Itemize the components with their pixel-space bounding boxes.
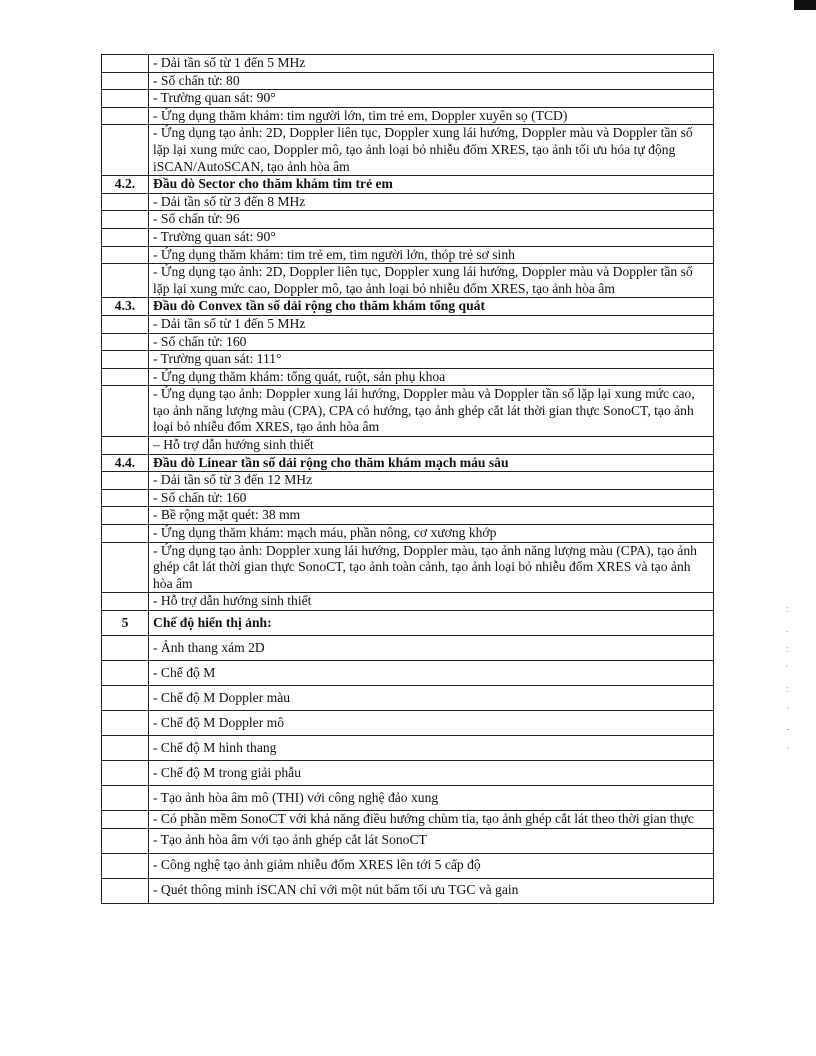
row-number (102, 736, 149, 761)
spec-row (102, 264, 714, 298)
spec-text: - Hỗ trợ dẫn hướng sinh thiết (149, 593, 714, 611)
section-title: Chế độ hiển thị ảnh: (149, 611, 714, 636)
row-number: 5 (102, 611, 149, 636)
spec-row (102, 736, 714, 761)
scan-corner-mark (794, 0, 816, 10)
spec-row (102, 125, 714, 176)
spec-text: - Ứng dụng thăm khám: tim người lớn, tim trẻ em, Doppler xuyên sọ (TCD) (149, 107, 714, 125)
margin-stamp-marks: : . : ' : · - · (786, 604, 790, 755)
spec-text: - Ảnh thang xám 2D (149, 636, 714, 661)
spec-row (102, 333, 714, 351)
row-number (102, 55, 149, 73)
row-number (102, 72, 149, 90)
row-number (102, 386, 149, 437)
section-title: Đầu dò Linear tần số dải rộng cho thăm khám mạch máu sâu (149, 454, 714, 472)
spec-row (102, 351, 714, 369)
row-number (102, 878, 149, 903)
row-number (102, 686, 149, 711)
row-number (102, 368, 149, 386)
spec-row (102, 489, 714, 507)
spec-text: - Ứng dụng tạo ảnh: 2D, Doppler liên tục, Doppler xung lái hướng, Doppler màu và Doppler tần số lặp lại xung mức cao, Doppler mô, tạo ảnh loại bỏ nhiễu đốm XRES, tạo ảnh tối ưu hóa tự động iSCAN/AutoSCAN, tạo ảnh hòa âm (149, 125, 714, 176)
spec-text: - Ứng dụng tạo ảnh: Doppler xung lái hướng, Doppler màu và Doppler tần số lặp lại xung mức cao, tạo ảnh năng lượng màu (CPA), CPA có hướng, tạo ảnh ghép cắt lát thời gian thực SonoCT, tạo ảnh loại bỏ nhiễu đốm XRES, tạo ảnh hòa âm (149, 386, 714, 437)
row-number (102, 489, 149, 507)
spec-text: - Ứng dụng thăm khám: tổng quát, ruột, sản phụ khoa (149, 368, 714, 386)
row-number (102, 246, 149, 264)
row-number (102, 90, 149, 108)
spec-row (102, 507, 714, 525)
section-header-row (102, 611, 714, 636)
row-number (102, 853, 149, 878)
spec-row (102, 853, 714, 878)
row-number (102, 711, 149, 736)
row-number (102, 828, 149, 853)
row-number (102, 636, 149, 661)
spec-text: - Số chấn tử: 96 (149, 211, 714, 229)
spec-row (102, 368, 714, 386)
spec-row (102, 711, 714, 736)
row-number (102, 264, 149, 298)
spec-text: - Chế độ M Doppler mô (149, 711, 714, 736)
spec-text: - Trường quan sát: 90° (149, 228, 714, 246)
spec-text: - Chế độ M Doppler màu (149, 686, 714, 711)
row-number (102, 228, 149, 246)
spec-row (102, 472, 714, 490)
spec-text: - Quét thông minh iSCAN chỉ với một nút bấm tối ưu TGC và gain (149, 878, 714, 903)
spec-text: - Chế độ M trong giải phẫu (149, 761, 714, 786)
spec-text: – Hỗ trợ dẫn hướng sinh thiết (149, 437, 714, 455)
spec-text: - Ứng dụng thăm khám: tim trẻ em, tim người lớn, thóp trẻ sơ sinh (149, 246, 714, 264)
spec-row (102, 211, 714, 229)
row-number (102, 125, 149, 176)
spec-text: - Ứng dụng tạo ảnh: Doppler xung lái hướng, Doppler màu, tạo ảnh năng lượng màu (CPA), tạo ảnh ghép cắt lát thời gian thực SonoCT, tạo ảnh toàn cảnh, tạo ảnh loại bỏ nhiễu đốm XRES và tạo ảnh hòa âm (149, 542, 714, 593)
spec-row (102, 90, 714, 108)
spec-text: - Công nghệ tạo ảnh giảm nhiễu đốm XRES lên tới 5 cấp độ (149, 853, 714, 878)
spec-row (102, 878, 714, 903)
row-number (102, 211, 149, 229)
spec-row (102, 72, 714, 90)
spec-text: - Tạo ảnh hòa âm mô (THI) với công nghệ đảo xung (149, 786, 714, 811)
spec-row (102, 525, 714, 543)
spec-row (102, 228, 714, 246)
spec-text: - Chế độ M hình thang (149, 736, 714, 761)
spec-text: - Số chấn tử: 160 (149, 489, 714, 507)
spec-row (102, 315, 714, 333)
row-number: 4.2. (102, 176, 149, 194)
section-header-row (102, 298, 714, 316)
row-number (102, 107, 149, 125)
spec-text: - Có phần mềm SonoCT với khả năng điều hướng chùm tia, tạo ảnh ghép cắt lát theo thời gian thực (149, 811, 714, 829)
section-header-row (102, 176, 714, 194)
spec-row (102, 593, 714, 611)
row-number (102, 507, 149, 525)
spec-text: - Tạo ảnh hòa âm với tạo ảnh ghép cắt lát SonoCT (149, 828, 714, 853)
row-number (102, 351, 149, 369)
spec-table (101, 54, 714, 904)
row-number (102, 472, 149, 490)
row-number: 4.4. (102, 454, 149, 472)
row-number (102, 437, 149, 455)
spec-table-body (102, 55, 714, 904)
spec-row (102, 761, 714, 786)
spec-row (102, 828, 714, 853)
spec-row (102, 246, 714, 264)
spec-text: - Trường quan sát: 111° (149, 351, 714, 369)
section-title: Đầu dò Sector cho thăm khám tim trẻ em (149, 176, 714, 194)
spec-text: - Ứng dụng thăm khám: mạch máu, phần nông, cơ xương khớp (149, 525, 714, 543)
row-number (102, 542, 149, 593)
spec-row (102, 107, 714, 125)
spec-text: - Dải tần số từ 1 đến 5 MHz (149, 55, 714, 73)
spec-row (102, 437, 714, 455)
row-number (102, 786, 149, 811)
spec-row (102, 661, 714, 686)
spec-text: - Số chấn tử: 160 (149, 333, 714, 351)
section-header-row (102, 454, 714, 472)
spec-row (102, 386, 714, 437)
row-number (102, 661, 149, 686)
row-number (102, 593, 149, 611)
spec-row (102, 686, 714, 711)
row-number (102, 761, 149, 786)
row-number (102, 525, 149, 543)
spec-text: - Trường quan sát: 90° (149, 90, 714, 108)
spec-text: - Ứng dụng tạo ảnh: 2D, Doppler liên tục, Doppler xung lái hướng, Doppler màu và Doppler tần số lặp lại xung mức cao, Doppler mô, tạo ảnh loại bỏ nhiễu đốm XRES, tạo ảnh hòa âm (149, 264, 714, 298)
row-number (102, 811, 149, 829)
row-number (102, 333, 149, 351)
spec-row (102, 786, 714, 811)
spec-text: - Số chấn tử: 80 (149, 72, 714, 90)
section-title: Đầu dò Convex tần số dải rộng cho thăm khám tổng quát (149, 298, 714, 316)
spec-row (102, 193, 714, 211)
spec-row (102, 811, 714, 829)
spec-row (102, 542, 714, 593)
spec-text: - Dải tần số từ 1 đến 5 MHz (149, 315, 714, 333)
row-number (102, 193, 149, 211)
spec-row (102, 55, 714, 73)
spec-row (102, 636, 714, 661)
spec-text: - Chế độ M (149, 661, 714, 686)
row-number (102, 315, 149, 333)
spec-text: - Dải tần số từ 3 đến 8 MHz (149, 193, 714, 211)
row-number: 4.3. (102, 298, 149, 316)
spec-text: - Dải tần số từ 3 đến 12 MHz (149, 472, 714, 490)
spec-text: - Bề rộng mặt quét: 38 mm (149, 507, 714, 525)
